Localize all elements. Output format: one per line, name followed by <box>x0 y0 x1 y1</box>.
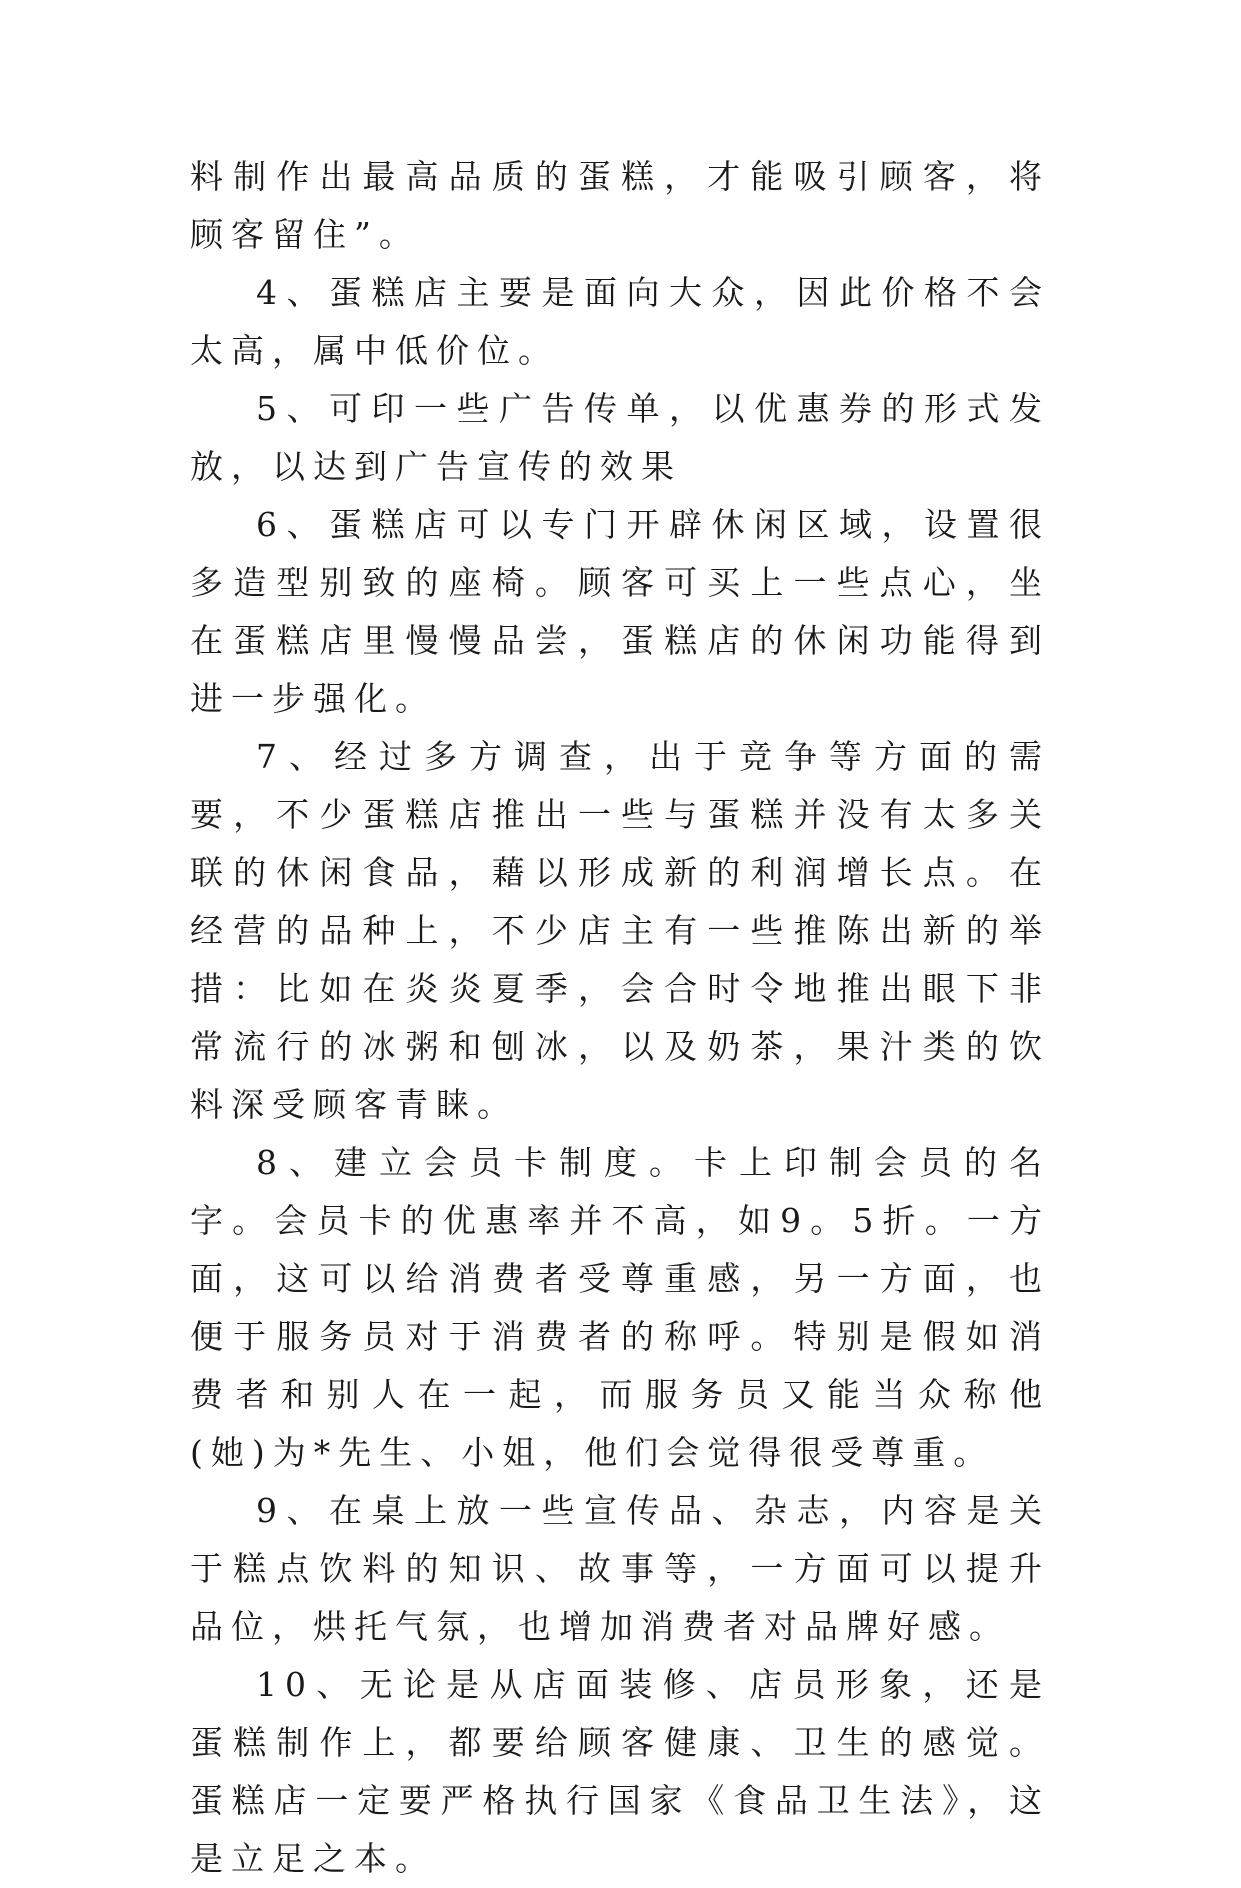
paragraph-item-10: 10、无论是从店面装修、店员形象，还是蛋糕制作上，都要给顾客健康、卫生的感觉。蛋糕店一定要严格执行国家《食品卫生法》，这是立足之本。 <box>190 1665 1050 1878</box>
paragraph-continuation: 料制作出最高品质的蛋糕，才能吸引顾客，将顾客留住”。 <box>190 157 1050 254</box>
paragraph-item-8: 8、建立会员卡制度。卡上印制会员的名字。会员卡的优惠率并不高，如9。5折。一方面，这可以给消费者受尊重感，另一方面，也便于服务员对于消费者的称呼。特别是假如消费者和别人在一起，而服务员又能当众称他(她)为*先生、小姐，他们会觉得很受尊重。 <box>190 1143 1050 1472</box>
paragraph-item-7: 7、经过多方调查，出于竞争等方面的需要，不少蛋糕店推出一些与蛋糕并没有太多关联的休闲食品，藉以形成新的利润增长点。在经营的品种上，不少店主有一些推陈出新的举措：比如在炎炎夏季，会合时令地推出眼下非常流行的冰粥和刨冰，以及奶茶，果汁类的饮料深受顾客青睐。 <box>190 737 1050 1124</box>
paragraph-item-5: 5、可印一些广告传单，以优惠券的形式发放，以达到广告宣传的效果 <box>190 389 1050 486</box>
paragraph-item-9: 9、在桌上放一些宣传品、杂志，内容是关于糕点饮料的知识、故事等，一方面可以提升品位，烘托气氛，也增加消费者对品牌好感。 <box>190 1491 1050 1646</box>
paragraph-item-4: 4、蛋糕店主要是面向大众，因此价格不会太高，属中低价位。 <box>190 273 1050 370</box>
paragraph-item-6: 6、蛋糕店可以专门开辟休闲区域，设置很多造型别致的座椅。顾客可买上一些点心，坐在蛋糕店里慢慢品尝，蛋糕店的休闲功能得到进一步强化。 <box>190 505 1050 718</box>
document-body <box>190 148 1050 1888</box>
